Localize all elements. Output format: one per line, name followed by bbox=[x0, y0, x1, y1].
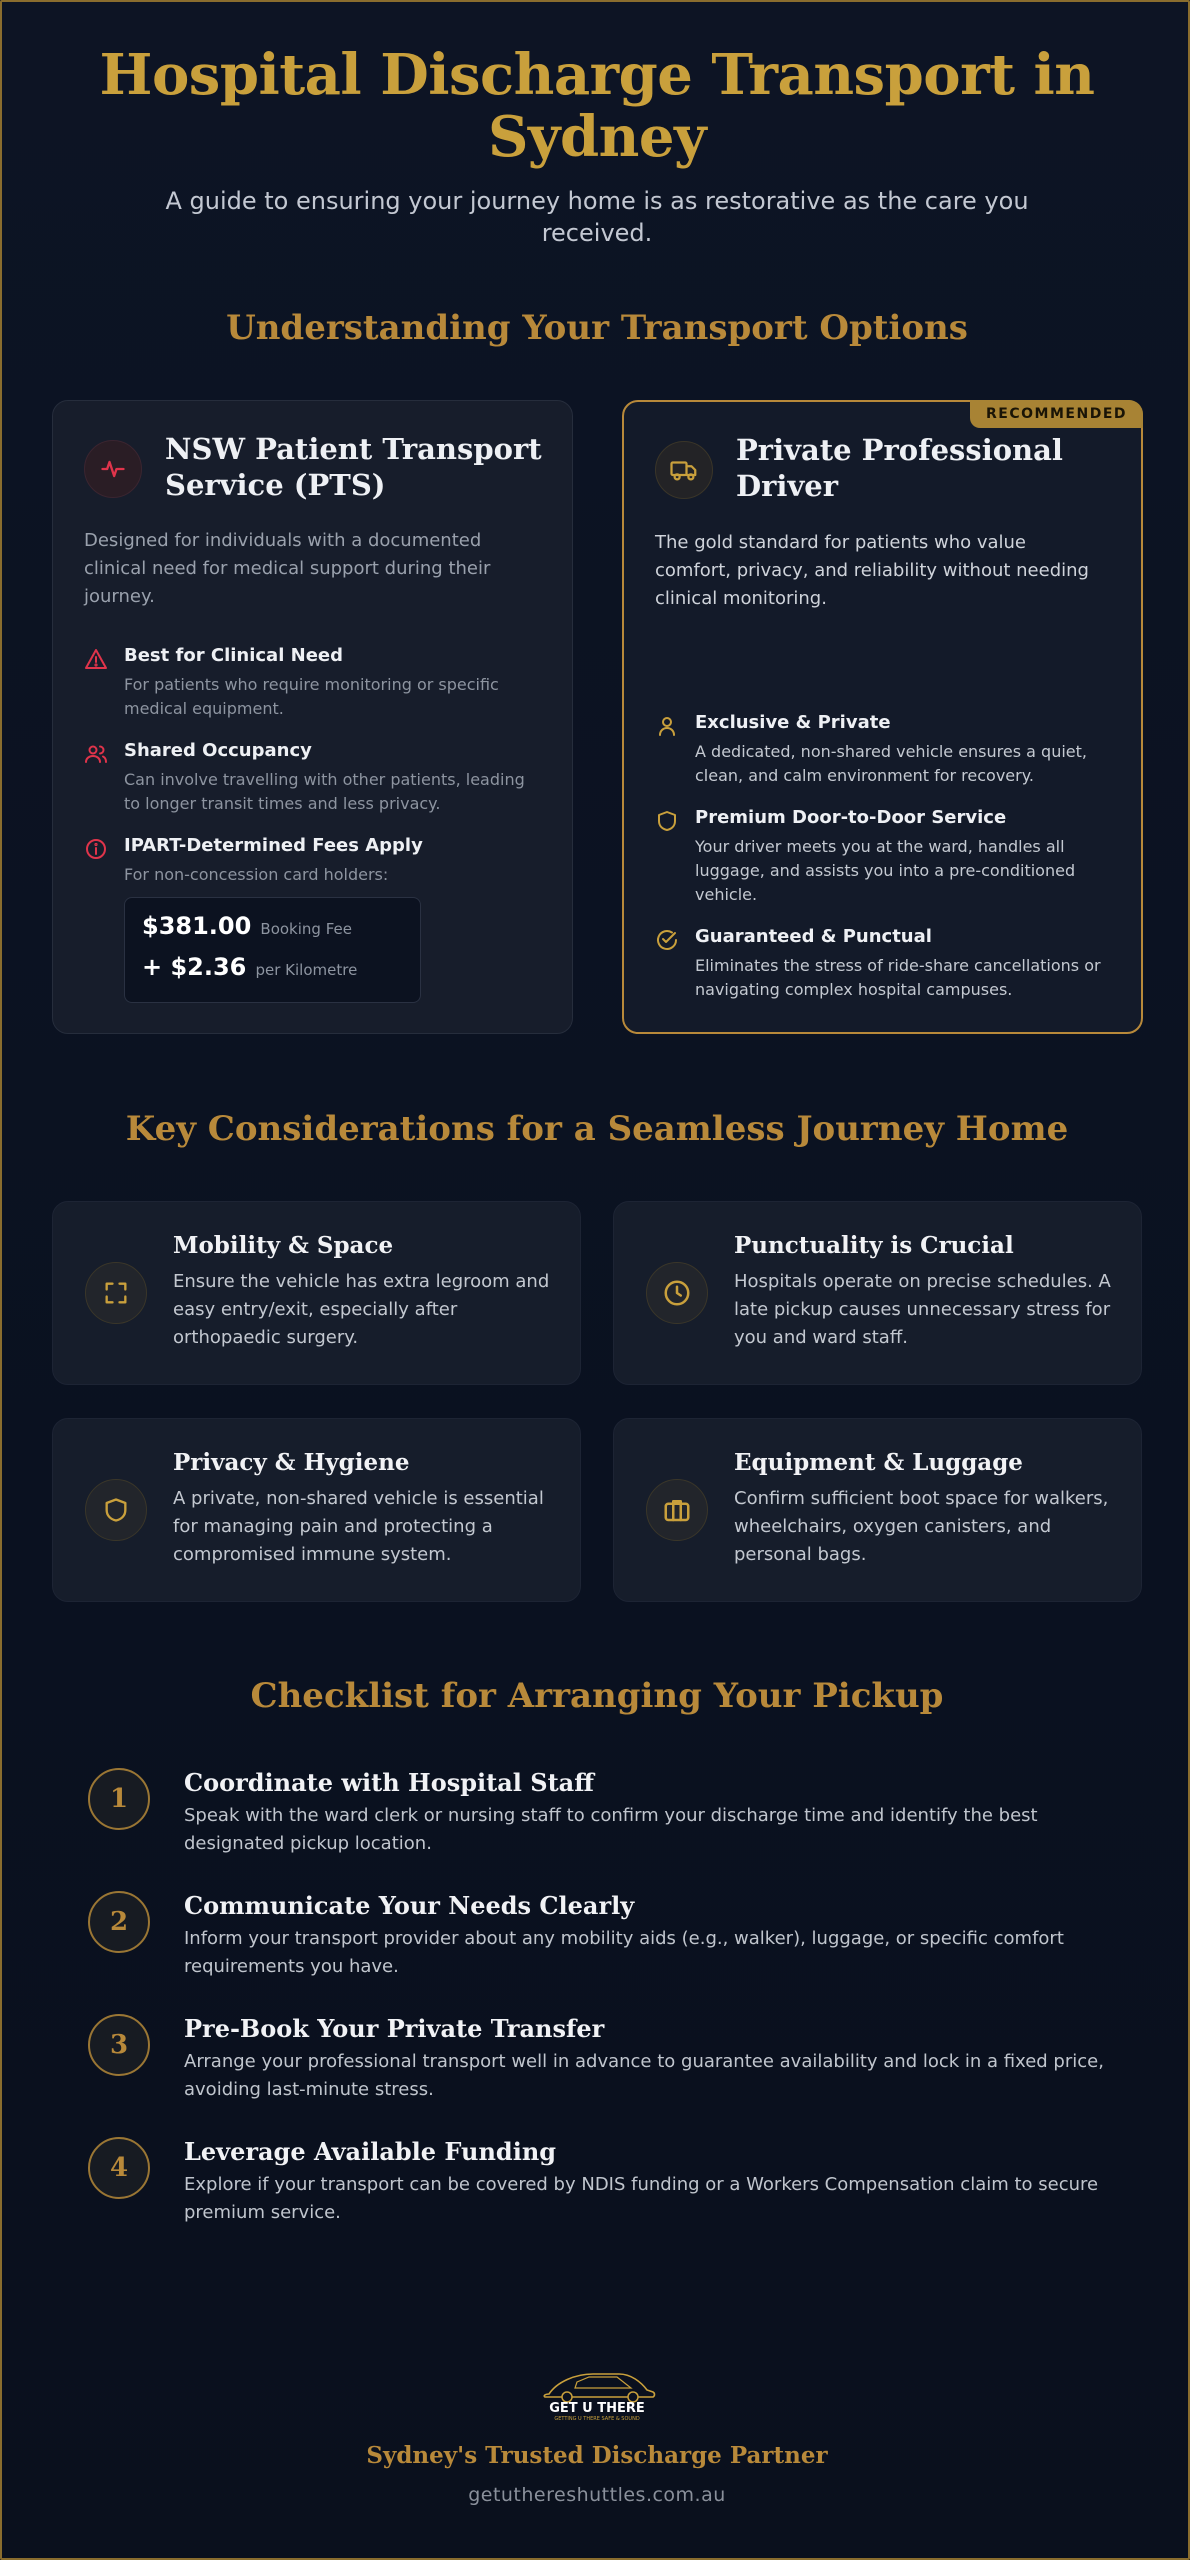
step-title: Coordinate with Hospital Staff bbox=[184, 1768, 594, 1797]
pts-feature-title: Shared Occupancy bbox=[124, 740, 312, 761]
page-subtitle: A guide to ensuring your journey home is as restorative as the care you received. bbox=[165, 187, 1029, 247]
step-number: 4 bbox=[88, 2137, 150, 2199]
step-number: 1 bbox=[88, 1768, 150, 1830]
private-title: Private Professional Driver bbox=[736, 433, 1063, 503]
private-description: The gold standard for patients who value comfort, privacy, and reliability without needing clinical monitoring. bbox=[655, 532, 1089, 609]
private-option-card bbox=[622, 400, 1143, 1034]
consideration-title: Privacy & Hygiene bbox=[173, 1449, 410, 1476]
consideration-desc: Confirm sufficient boot space for walkers, wheelchairs, oxygen canisters, and personal bags. bbox=[734, 1488, 1109, 1565]
clock-icon bbox=[646, 1262, 708, 1324]
pts-feature-desc: For non-concession card holders: bbox=[124, 865, 389, 884]
pts-feature-title: IPART-Determined Fees Apply bbox=[124, 835, 423, 856]
pts-feature-title: Best for Clinical Need bbox=[124, 645, 344, 666]
consideration-desc: A private, non-shared vehicle is essential for managing pain and protecting a compromised immune system. bbox=[173, 1488, 544, 1565]
expand-icon bbox=[85, 1262, 147, 1324]
logo-text: GET U THERE bbox=[549, 2401, 645, 2416]
user-icon bbox=[655, 714, 679, 738]
consideration-title: Mobility & Space bbox=[173, 1232, 394, 1259]
private-feature-title: Premium Door-to-Door Service bbox=[695, 807, 1007, 828]
step-number: 2 bbox=[88, 1891, 150, 1953]
km-fee-amount: + $2.36 bbox=[142, 953, 247, 981]
step-desc: Inform your transport provider about any mobility aids (e.g., walker), luggage, or specific comfort requirements you have. bbox=[184, 1928, 1064, 1977]
pts-description: Designed for individuals with a documented clinical need for medical support during their journey. bbox=[84, 530, 491, 607]
consideration-title: Punctuality is Crucial bbox=[734, 1232, 1014, 1259]
pts-feature-desc: For patients who require monitoring or specific medical equipment. bbox=[124, 675, 499, 718]
step-number: 3 bbox=[88, 2014, 150, 2076]
consideration-card bbox=[613, 1201, 1142, 1385]
consideration-desc: Ensure the vehicle has extra legroom and easy entry/exit, especially after orthopaedic surgery. bbox=[173, 1271, 550, 1348]
logo-tagline: GETTING U THERE SAFE & SOUND bbox=[554, 2416, 640, 2422]
pulse-icon bbox=[84, 440, 142, 498]
km-fee bbox=[142, 953, 357, 981]
considerations-section-title: Key Considerations for a Seamless Journey Home bbox=[125, 1109, 1069, 1149]
step-title: Pre-Book Your Private Transfer bbox=[184, 2014, 605, 2043]
km-fee-label: per Kilometre bbox=[255, 961, 358, 979]
private-feature-desc: Eliminates the stress of ride-share cancellations or navigating complex hospital campuses. bbox=[695, 956, 1101, 999]
booking-fee bbox=[142, 912, 352, 940]
consideration-card bbox=[613, 1418, 1142, 1602]
company-logo bbox=[527, 2360, 667, 2422]
briefcase-icon bbox=[646, 1479, 708, 1541]
truck-icon bbox=[655, 441, 713, 499]
checklist-section-title: Checklist for Arranging Your Pickup bbox=[250, 1676, 944, 1716]
shield-icon bbox=[85, 1479, 147, 1541]
recommended-badge: RECOMMENDED bbox=[970, 400, 1143, 428]
footer-url[interactable]: getuthereshuttles.com.au bbox=[468, 2484, 726, 2506]
step-title: Leverage Available Funding bbox=[184, 2137, 557, 2166]
check-circle-icon bbox=[655, 928, 679, 952]
users-icon bbox=[84, 742, 108, 766]
consideration-card bbox=[52, 1201, 581, 1385]
step-desc: Explore if your transport can be covered by NDIS funding or a Workers Compensation claim to secure premium service. bbox=[184, 2174, 1099, 2223]
pts-fee-box bbox=[124, 897, 421, 1003]
step-title: Communicate Your Needs Clearly bbox=[184, 1891, 635, 1920]
consideration-title: Equipment & Luggage bbox=[734, 1449, 1023, 1476]
booking-fee-amount: $381.00 bbox=[142, 912, 252, 940]
page-title: Hospital Discharge Transport in Sydney bbox=[99, 42, 1095, 170]
booking-fee-label: Booking Fee bbox=[260, 920, 352, 938]
shield-icon bbox=[655, 809, 679, 833]
pts-title: NSW Patient Transport Service (PTS) bbox=[165, 432, 542, 502]
consideration-card bbox=[52, 1418, 581, 1602]
private-feature-title: Guaranteed & Punctual bbox=[695, 926, 932, 947]
step-desc: Arrange your professional transport well in advance to guarantee availability and lock in a fixed price, avoiding last-minute stress. bbox=[184, 2051, 1104, 2100]
pts-option-card bbox=[52, 400, 573, 1034]
options-section-title: Understanding Your Transport Options bbox=[226, 308, 968, 348]
pts-feature-desc: Can involve travelling with other patients, leading to longer transit times and less privacy. bbox=[124, 770, 525, 813]
footer-tagline: Sydney's Trusted Discharge Partner bbox=[366, 2442, 828, 2469]
consideration-desc: Hospitals operate on precise schedules. A late pickup causes unnecessary stress for you and ward staff. bbox=[734, 1271, 1111, 1348]
private-feature-title: Exclusive & Private bbox=[695, 712, 891, 733]
step-desc: Speak with the ward clerk or nursing staff to confirm your discharge time and identify the best designated pickup location. bbox=[184, 1805, 1038, 1854]
private-feature-desc: Your driver meets you at the ward, handles all luggage, and assists you into a pre-conditioned vehicle. bbox=[695, 837, 1076, 904]
info-circle-icon bbox=[84, 837, 108, 861]
warning-triangle-icon bbox=[84, 647, 108, 671]
private-feature-desc: A dedicated, non-shared vehicle ensures a quiet, clean, and calm environment for recovery. bbox=[695, 742, 1087, 785]
